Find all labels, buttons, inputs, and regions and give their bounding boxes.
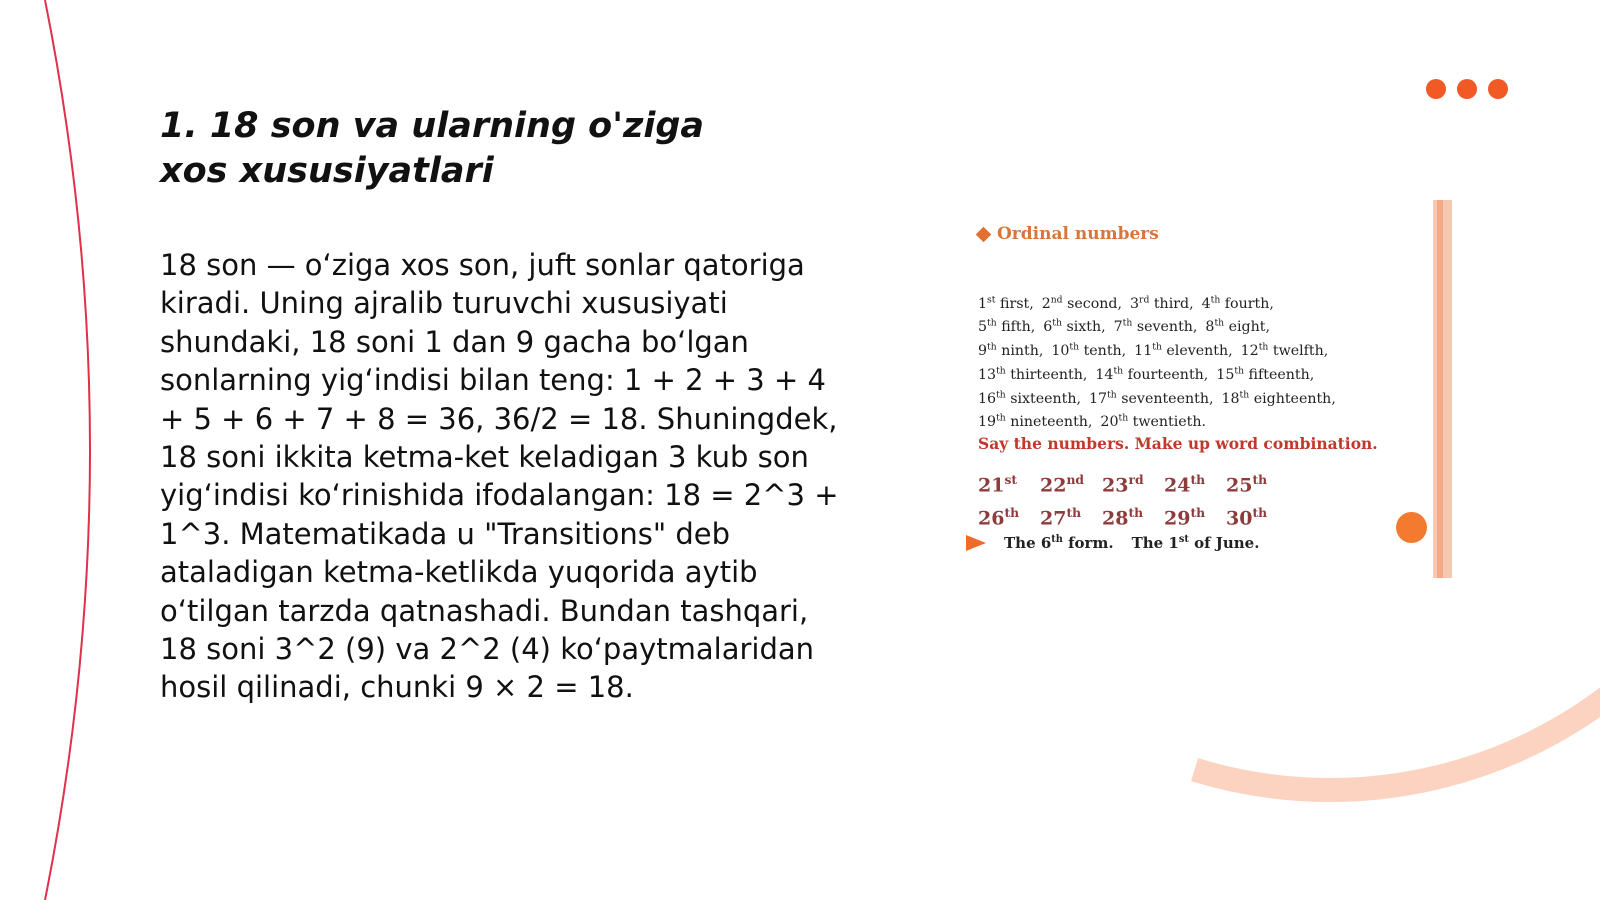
ordinal-item: 19th nineteenth,	[978, 412, 1093, 431]
card-heading-text: Ordinal numbers	[997, 224, 1159, 244]
practice-number: 23rd	[1102, 472, 1144, 497]
ordinal-item: 9th ninth,	[978, 341, 1044, 360]
ordinal-item: 8th eight,	[1205, 317, 1270, 336]
ordinal-item: 7th seventh,	[1113, 317, 1198, 336]
ordinal-suffix: th	[996, 412, 1006, 424]
ordinal-item: 18th eighteenth,	[1221, 388, 1336, 407]
diamond-icon	[976, 226, 992, 242]
ordinal-suffix: th	[1210, 294, 1221, 305]
ordinal-item: 12th twelfth,	[1240, 341, 1329, 360]
orange-dot-icon	[1396, 512, 1427, 543]
dot-icon	[1426, 79, 1446, 99]
ordinal-item: 10th tenth,	[1051, 341, 1127, 360]
ordinal-item: 1st first,	[978, 294, 1034, 312]
practice-number: 30th	[1226, 505, 1268, 530]
triangle-icon	[966, 535, 986, 551]
slide-title: 1. 18 son va ularning o'ziga xos xususiyatlari	[160, 106, 704, 191]
ordinal-numbers-card	[956, 200, 1430, 578]
ordinal-suffix: th	[1122, 317, 1133, 329]
ordinal-suffix: th	[987, 341, 997, 353]
ordinal-item: 3rd third,	[1130, 294, 1194, 312]
ordinal-suffix: th	[1234, 365, 1245, 377]
ordinal-row	[978, 385, 1428, 409]
practice-suffix: nd	[1066, 472, 1085, 487]
ordinal-row	[978, 361, 1428, 385]
practice-numbers	[978, 466, 1338, 533]
practice-row	[978, 466, 1338, 499]
practice-suffix: th	[1252, 505, 1268, 521]
example-suffix: st	[1178, 534, 1189, 545]
ordinal-suffix: st	[987, 294, 996, 305]
ordinal-item: 20th twentieth.	[1100, 412, 1207, 431]
card-instruction: Say the numbers. Make up word combination.	[978, 434, 1378, 453]
practice-suffix: th	[1066, 505, 1082, 521]
practice-suffix: th	[1004, 505, 1020, 521]
ordinal-suffix: th	[1118, 412, 1129, 424]
ordinal-item: 16th sixteenth,	[978, 388, 1082, 407]
practice-suffix: st	[1004, 472, 1018, 487]
ordinal-suffix: th	[996, 388, 1006, 400]
practice-suffix: th	[1252, 472, 1268, 487]
ordinal-list	[978, 290, 1428, 432]
example-text: The 1st of June.	[1131, 534, 1260, 552]
ordinal-suffix: nd	[1050, 294, 1063, 305]
practice-row	[978, 499, 1338, 532]
practice-suffix: th	[1190, 505, 1206, 521]
ordinal-suffix: th	[1214, 317, 1225, 329]
card-side-bar-inner	[1437, 200, 1443, 578]
ordinal-item: 6th sixth,	[1043, 317, 1106, 336]
slide-body-text: 18 son — o‘ziga xos son, juft sonlar qatoriga kiradi. Uning ajralib turuvchi xususiyati shundaki, 18 soni 1 dan 9 gacha bo‘lgan sonlarning yig‘indisi bilan teng: 1 + 2 + 3 + 4 + 5 + 6 + 7 + 8 = 36, 36/2 = 18. Shuningdek, 18 soni ikkita ketma-ket keladigan 3 kub son yig‘indisi ko‘rinishida ifodalangan: 18 = 2^3 + 1^3. Matematikada u "Transitions" deb ataladigan ketma-ketlikda yuqorida aytib o‘tilgan tarzda qatnashadi. Bundan tashqari, 18 soni 3^2 (9) va 2^2 (4) ko‘paytmalaridan hosil qilinadi, chunki 9 × 2 = 18.	[160, 248, 839, 705]
ordinal-suffix: th	[1069, 341, 1080, 353]
left-curve-line	[45, 0, 90, 900]
ordinal-item: 17th seventeenth,	[1089, 388, 1214, 407]
ordinal-suffix: rd	[1139, 294, 1150, 305]
ordinal-item: 2nd second,	[1041, 294, 1122, 312]
ordinal-row	[978, 337, 1428, 361]
ordinal-suffix: th	[1258, 341, 1269, 353]
practice-suffix: rd	[1128, 472, 1144, 487]
ordinal-suffix: th	[1239, 388, 1250, 400]
ordinal-suffix: th	[987, 317, 997, 329]
ordinal-suffix: th	[1107, 388, 1117, 400]
practice-suffix: th	[1190, 472, 1206, 487]
ordinal-item: 13th thirteenth,	[978, 365, 1088, 383]
decorative-dots	[1426, 79, 1508, 99]
examples-row	[966, 534, 1259, 552]
practice-number: 22nd	[1040, 472, 1085, 497]
practice-number: 28th	[1102, 505, 1144, 530]
ordinal-item: 11th eleventh,	[1134, 341, 1233, 360]
dot-icon	[1457, 79, 1477, 99]
practice-suffix: th	[1128, 505, 1144, 521]
ordinal-item: 14th fourteenth,	[1095, 365, 1209, 383]
example-text: The 6th form.	[1004, 534, 1114, 552]
dot-icon	[1488, 79, 1508, 99]
ordinal-row	[978, 409, 1428, 433]
practice-number: 21st	[978, 472, 1018, 497]
ordinal-item: 5th fifth,	[978, 317, 1036, 336]
practice-number: 24th	[1164, 472, 1206, 497]
card-heading	[978, 224, 1159, 244]
ordinal-suffix: th	[1113, 365, 1124, 377]
ordinal-row	[978, 290, 1428, 314]
practice-number: 29th	[1164, 505, 1206, 530]
ordinal-suffix: th	[1052, 317, 1062, 329]
ordinal-row	[978, 314, 1428, 338]
ordinal-suffix: th	[996, 365, 1006, 377]
ordinal-item: 15th fifteenth,	[1216, 365, 1315, 383]
practice-number: 26th	[978, 505, 1020, 530]
practice-number: 27th	[1040, 505, 1082, 530]
example-suffix: th	[1051, 534, 1063, 545]
ordinal-suffix: th	[1152, 341, 1162, 353]
practice-number: 25th	[1226, 472, 1268, 497]
ordinal-item: 4th fourth,	[1201, 294, 1274, 312]
